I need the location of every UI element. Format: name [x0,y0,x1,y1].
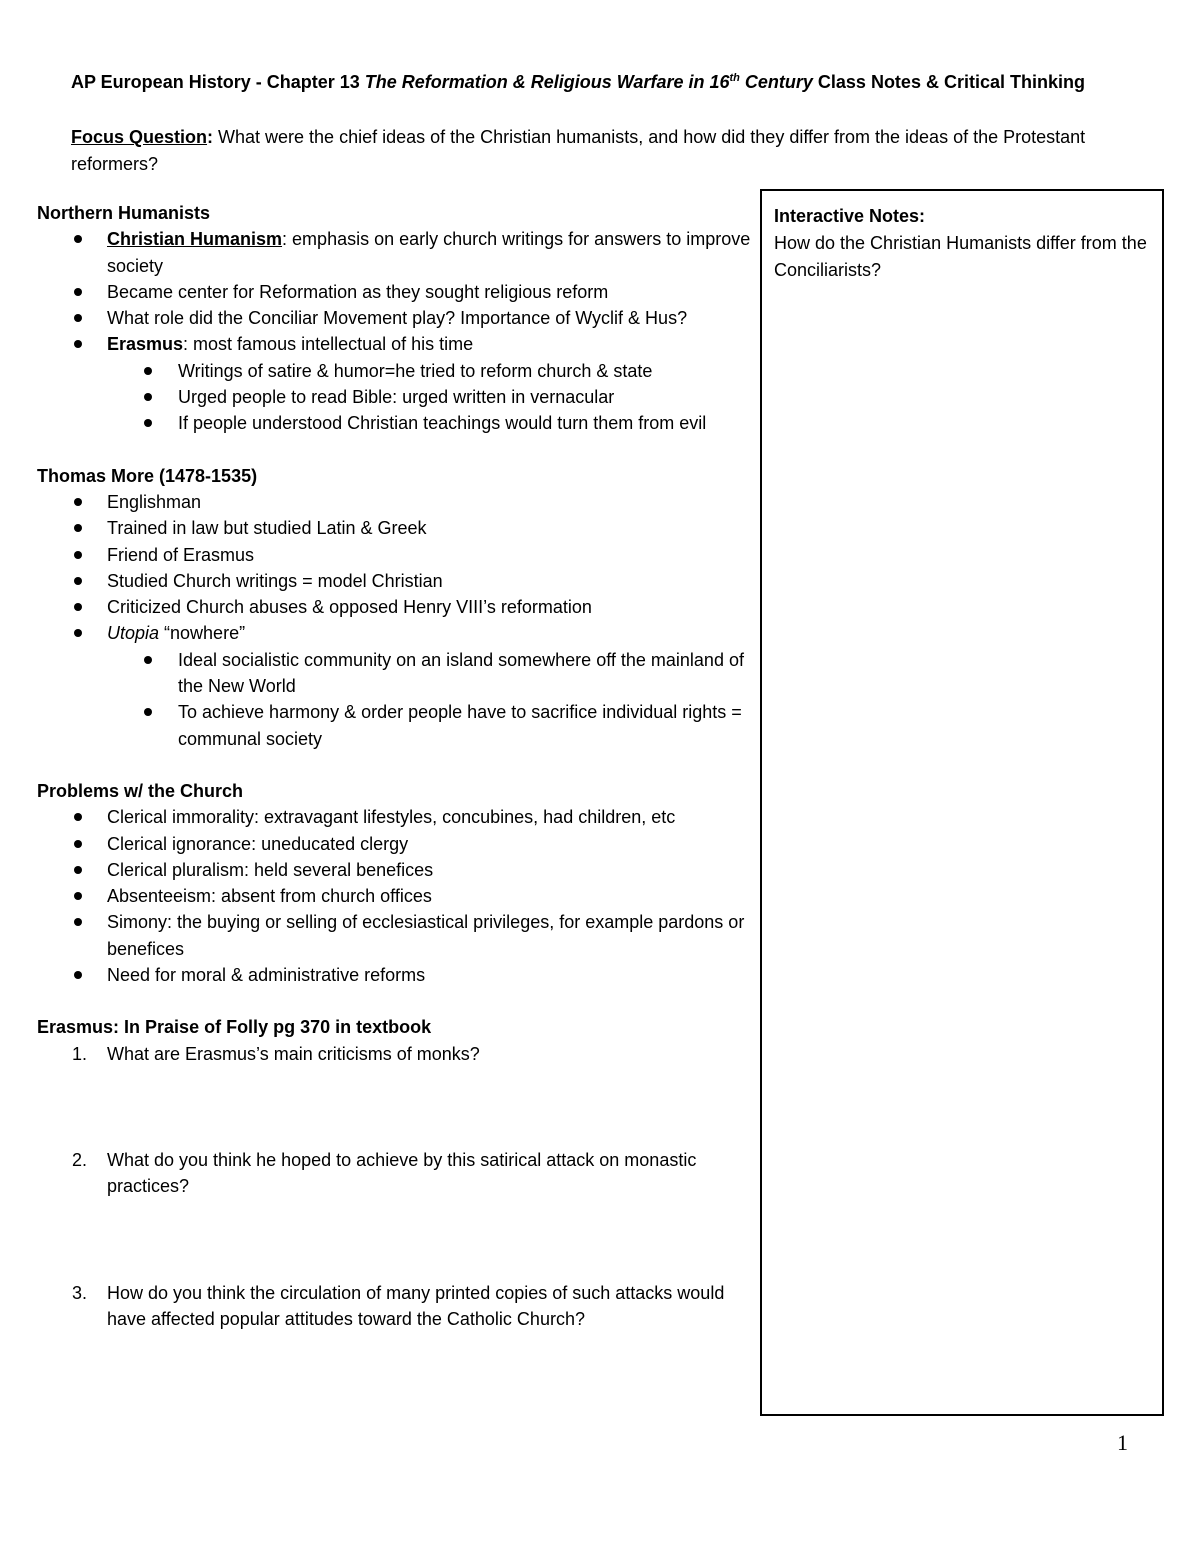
list-item: Trained in law but studied Latin & Greek [37,515,752,541]
section-problems [37,778,752,988]
list-item: Clerical pluralism: held several benefices [37,857,752,883]
question-item: 1. What are Erasmus’s main criticisms of monks? [72,1043,480,1064]
section-heading: Thomas More (1478-1535) [37,465,258,486]
sub-list-item: If people understood Christian teachings would turn them from evil [37,410,752,436]
focus-question: Focus Question: What were the chief ideas of the Christian humanists, and how did they differ from the ideas of the Protestant reformers? [71,127,1086,174]
list-item: Need for moral & administrative reforms [37,962,752,988]
sub-list-item: Urged people to read Bible: urged written in vernacular [37,384,752,410]
page-number: 1 [1117,1430,1128,1455]
list-item: Englishman [37,489,752,515]
list-item: Simony: the buying or selling of ecclesiastical privileges, for example pardons or benefices [37,909,752,962]
section-praise-of-folly [37,1014,752,1332]
focus-question-text: What were the chief ideas of the Christian humanists, and how did they differ from the ideas of the Protestant reformers? [71,127,1086,174]
list-item: Clerical immorality: extravagant lifestyles, concubines, had children, etc [37,804,752,830]
interactive-notes-box [760,189,1164,1416]
section-heading: Problems w/ the Church [37,780,244,801]
list-item: Friend of Erasmus [37,542,752,568]
interactive-notes-heading: Interactive Notes: [774,206,926,226]
list-item: Criticized Church abuses & opposed Henry VIII’s reformation [37,594,752,620]
list-item: What role did the Conciliar Movement play? Importance of Wyclif & Hus? [37,305,752,331]
page-title: AP European History - Chapter 13 The Reformation & Religious Warfare in 16th Century Class Notes & Critical Thinking [71,72,1085,92]
list-item: Absenteeism: absent from church offices [37,883,752,909]
notes-column [37,200,752,1412]
list-item: Utopia “nowhere” Ideal socialistic community on an island somewhere off the mainland of the New World To achieve harmony & order people have to sacrifice individual rights = communal society [37,620,752,751]
question-item: 3. How do you think the circulation of many printed copies of such attacks would have affected popular attitudes toward the Catholic Church? [72,1282,725,1329]
focus-question-label: Focus Question [71,127,208,147]
section-heading: Northern Humanists [37,203,211,223]
list-item: Clerical ignorance: uneducated clergy [37,831,752,857]
section-thomas-more [37,463,752,752]
section-heading: Erasmus: In Praise of Folly pg 370 in textbook [37,1017,432,1038]
question-item: 2. What do you think he hoped to achieve by this satirical attack on monastic practices? [72,1149,697,1197]
list-item: Studied Church writings = model Christian [37,568,752,594]
list-item: Became center for Reformation as they sought religious reform [37,279,752,305]
sub-list-item: To achieve harmony & order people have to sacrifice individual rights = communal society [37,699,752,752]
list-item: Christian Humanism: emphasis on early church writings for answers to improve society [37,226,752,279]
interactive-notes-text: How do the Christian Humanists differ from the Conciliarists? [774,233,1147,280]
sub-list-item: Ideal socialistic community on an island somewhere off the mainland of the New World [37,647,752,700]
section-northern-humanists [37,200,752,437]
list-item: Erasmus: most famous intellectual of his time Writings of satire & humor=he tried to reform church & state Urged people to read Bible: urged written in vernacular If people understood Christian teachings would turn them from evil [37,331,752,436]
sub-list-item: Writings of satire & humor=he tried to reform church & state [37,358,752,384]
